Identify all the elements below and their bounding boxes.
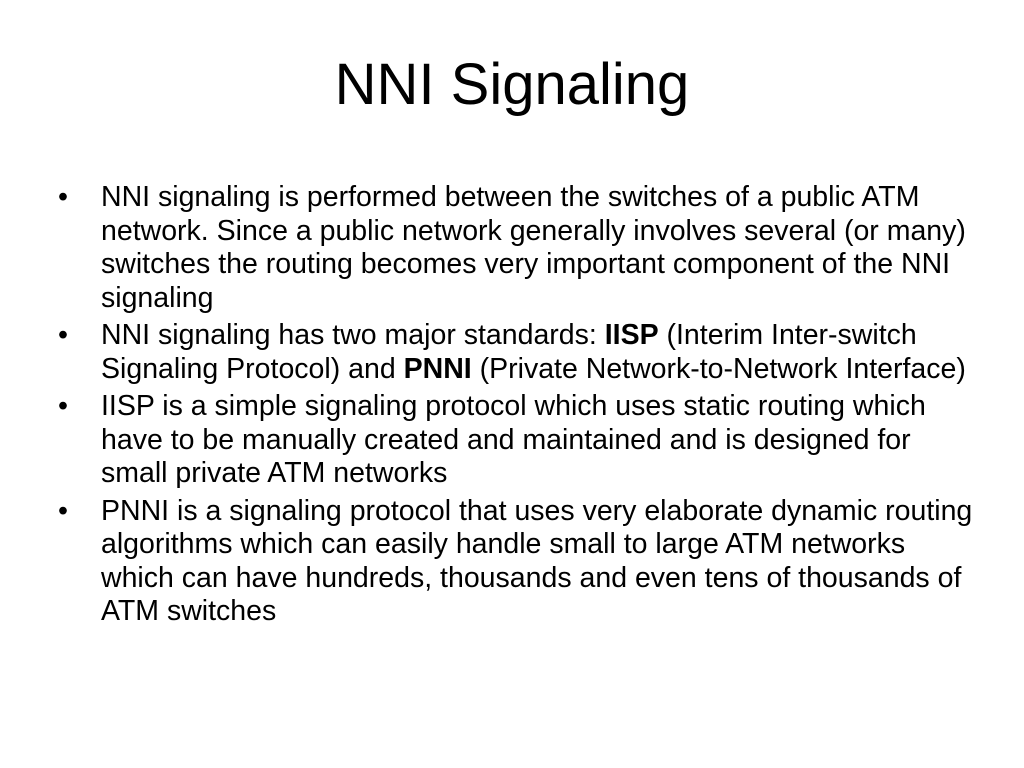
bullet-text: NNI signaling has two major standards: bbox=[101, 319, 605, 351]
bullet-text: IISP is a simple signaling protocol which uses static routing which have to be manually created and maintained and is designed for small private ATM networks bbox=[101, 390, 926, 489]
bullet-item-pnni bbox=[58, 495, 978, 629]
bullet-item-nni-overview bbox=[58, 181, 978, 315]
bullet-icon: • bbox=[58, 494, 68, 527]
bullet-bold-term-pnni: PNNI bbox=[403, 352, 472, 385]
bullet-icon: • bbox=[58, 181, 68, 213]
bullet-list bbox=[58, 181, 978, 633]
bullet-text: NNI signaling is performed between the switches of a public ATM network. Since a public network generally involves several (or many) switches the routing becomes very important component of the NNI signaling bbox=[101, 181, 966, 314]
bullet-text: (Private Network-to-Network Interface) bbox=[471, 352, 966, 385]
bullet-icon: • bbox=[58, 390, 68, 422]
bullet-text: PNNI is a signaling protocol that uses very elaborate dynamic routing algorithms which can easily handle small to large ATM networks which can have hundreds, thousands and even tens of thousands of ATM switches bbox=[101, 494, 973, 627]
bullet-item-iisp bbox=[58, 390, 978, 491]
bullet-item-nni-standards bbox=[58, 319, 978, 386]
bullet-bold-term-iisp: IISP bbox=[604, 319, 659, 351]
bullet-text: (Interim Inter-switch Signaling Protocol) and bbox=[101, 319, 917, 385]
slide-title: NNI Signaling bbox=[334, 52, 690, 117]
bullet-icon: • bbox=[58, 319, 68, 351]
